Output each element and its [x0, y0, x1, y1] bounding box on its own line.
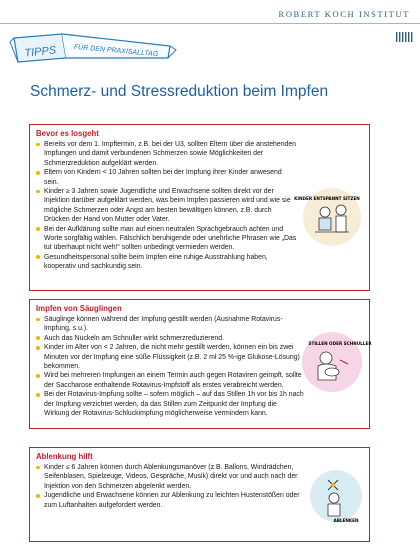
distraction-illustration [306, 466, 364, 528]
banner-practice-text: FÜR DEN PRAXISALLTAG [73, 43, 159, 59]
list-item: Bereits vor dem 1. Impftermin, z.B. bei der U3, sollten Eltern über die anstehenden Impfungen und damit verbundenen Schmerzen sowie Möglichkeiten der Schmerzreduktion aufgeklärt werden. [36, 140, 298, 168]
illustration-label: KINDER ENTSPANNT SITZEN [294, 196, 360, 201]
list-item: Auch das Nuckeln am Schnuller wirkt schmerzreduzierend. [36, 334, 304, 343]
relaxed-sitting-illustration [294, 186, 363, 248]
list-item: Wird bei mehreren Impfungen an einem Termin auch gegen Rotaviren geimpft, sollte der Saccharose enthaltende Rotavirus-Impfstoff als erstes verabreicht werden. [36, 371, 304, 390]
illustration-label: ABLENKEN [333, 518, 359, 523]
breastfeeding-illustration [300, 330, 372, 394]
institute-logo-text: ROBERT KOCH INSTITUT [273, 9, 410, 19]
illustration-label: STILLEN ODER SCHNULLER [308, 341, 372, 346]
list-item: Gesundheitspersonal sollte beim Impfen eine ruhige Ausstrahlung haben, kooperativ und sachkundig sein. [36, 253, 298, 272]
section-heading: Bevor es losgeht [36, 129, 99, 138]
list-item: Kinder im Alter von < 2 Jahren, die nicht mehr gestillt werden, können ein bis zwei Minuten vor der Impfung eine süße Flüssigkeit (z.B. 2 ml 25 %-ige Glukose-Lösung) bekommen. [36, 343, 304, 371]
banner-tips-text: TIPPS [23, 44, 57, 60]
list-item: Bei der Aufklärung sollte man auf einen neutralen Sprachgebrauch achten und Worte sorgfältig wählen. Fälschlich beruhigende oder unehrliche Phrasen wie „Das tut überhaupt nicht weh!“ sollten unbedingt vermieden werden. [36, 225, 298, 253]
list-item: Kinder ≤ 6 Jahren können durch Ablenkungsmanöver (z.B. Ballons, Windrädchen, Seifenblasen, Spielzeuge, Videos, Gespräche, Musik) direkt vor und auch nach der Injektion von den Schmerzen abgelenkt werden. [36, 463, 304, 491]
list-item: Eltern von Kindern < 10 Jahren sollten bei der Impfung ihrer Kinder anwesend sein. [36, 168, 298, 187]
institute-logo-icon [394, 30, 420, 44]
section-heading: Ablenkung hilft [36, 452, 93, 461]
page-title: Schmerz- und Stressreduktion beim Impfen [30, 83, 329, 100]
bullet-list [36, 463, 304, 510]
bullet-list [36, 140, 298, 272]
bullet-list [36, 315, 304, 418]
list-item: Kinder ≥ 3 Jahren sowie Jugendliche und Erwachsene sollten direkt vor der Injektion darüber aufgeklärt werden, was beim Impfen passieren wird und wie sie mögliche Schmerzen oder Angst am besten bewältigen können, z.B. durch Drücken der Hand von Mutter oder Vater. [36, 187, 298, 225]
header-rule [0, 23, 420, 24]
list-item: Säuglinge können während der Impfung gestillt werden (Ausnahme Rotavirus-Impfung, s.u.). [36, 315, 304, 334]
tips-banner [10, 28, 178, 68]
list-item: Jugendliche und Erwachsene können zur Ablenkung zu leichten Hustenstößen oder zum Luftanhalten aufgefordert werden. [36, 491, 304, 510]
list-item: Bei der Rotavirus-Impfung sollte – sofern möglich – auf das Stillen 1h vor bis 1h nach der Impfung verzichtet werden, da das Stillen zum Zeitpunkt der Impfung die Wirkung der Rotavirus-Schluckimpfung möglicherweise vermindern kann. [36, 390, 304, 418]
section-heading: Impfen von Säuglingen [36, 304, 122, 313]
